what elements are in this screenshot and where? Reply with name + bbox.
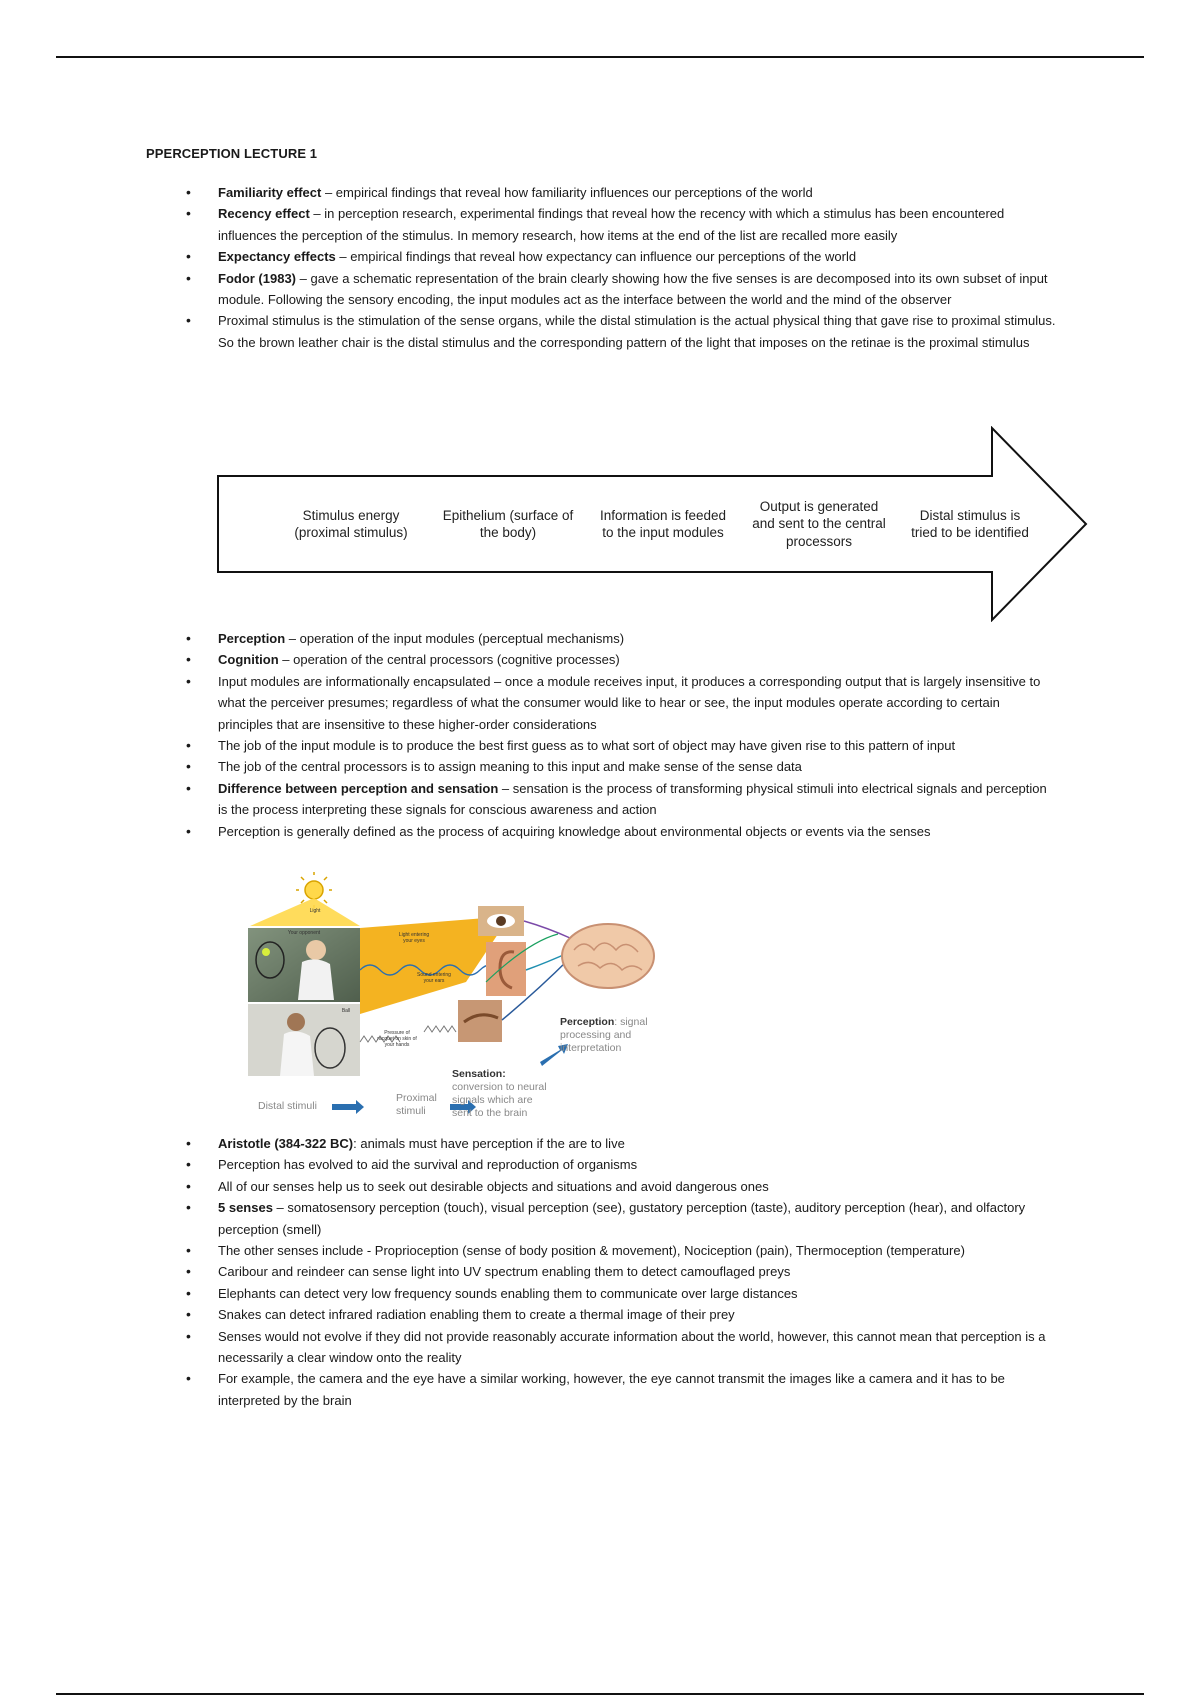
bullet-text: All of our senses help us to seek out desirable objects and situations and avoid dangerous ones	[218, 1178, 769, 1194]
bullet-text: The job of the input module is to produce the best first guess as to what sort of object may have given rise to this pattern of input	[218, 738, 956, 754]
bullet-term: Familiarity effect	[218, 185, 322, 200]
bullet-text: The other senses include - Proprioception (sense of body position & movement), Nociception (pain), Thermoception (temperature)	[218, 1243, 965, 1259]
bullet-text: The job of the central processors is to assign meaning to this input and make sense of the sense data	[218, 759, 802, 775]
label-your-opponent: Your opponent	[287, 930, 321, 936]
bullet-text: : animals must have perception if the are to live	[353, 1136, 625, 1151]
bullet-term: 5 senses	[218, 1200, 273, 1216]
list-item	[186, 649, 1058, 670]
process-step-5: Distal stimulus is tried to be identified	[911, 507, 1029, 540]
list-item	[186, 203, 1058, 246]
list-item	[186, 1133, 1058, 1154]
bullet-list-modules	[186, 628, 1058, 842]
list-item	[186, 1261, 1058, 1282]
list-item	[186, 182, 1058, 203]
label-light-entering: Light entering your eyes	[398, 932, 430, 944]
list-item	[186, 1240, 1058, 1261]
bullet-text: Perception is generally defined as the process of acquiring knowledge about environmental objects or events via the senses	[218, 823, 931, 839]
bullet-text: Input modules are informationally encapsulated – once a module receives input, it produces a corresponding output that is largely insensitive to what the perceiver presumes; regardless of what the consumer would like to hear or see, the input modules operate according to certain principles that are insensitive to these higher-order considerations	[218, 673, 1041, 732]
bullet-text: – gave a schematic representation of the brain clearly showing how the five senses is are decomposed into its own subset of input module. Following the sensory encoding, the input modules act as the interface between the world and the mind of the observer	[218, 270, 1048, 308]
bullet-text: – operation of the input modules (perceptual mechanisms)	[285, 631, 625, 646]
bullet-term: Fodor (1983)	[218, 270, 297, 286]
list-item	[186, 246, 1058, 267]
list-item	[186, 1283, 1058, 1304]
list-item	[186, 310, 1058, 353]
process-step-3: Information is feeded to the input modules	[599, 507, 727, 540]
label-sensation: Sensation: conversion to neural signals which are sent to the brain	[452, 1068, 547, 1119]
bullet-term: Recency effect	[218, 206, 310, 222]
process-step-1: Stimulus energy (proximal stimulus)	[294, 507, 408, 540]
bullet-text: – empirical findings that reveal how familiarity influences our perceptions of the world	[321, 185, 813, 200]
bullet-text: – in perception research, experimental findings that reveal how the recency with which a stimulus has been encountered influences the perception of the stimulus. In memory research, how items at the end of the list are recalled more easily	[218, 206, 1005, 243]
bullet-term: Perception	[218, 631, 286, 646]
process-step-2: Epithelium (surface of the body)	[442, 507, 574, 540]
bullet-text: Proximal stimulus is the stimulation of the sense organs, while the distal stimulation is the actual physical thing that gave rise to proximal stimulus. So the brown leather chair is the distal stimulus and the corresponding pattern of the light that imposes on the retinae is the proximal stimulus	[218, 313, 1056, 350]
perception-illustration	[218, 872, 738, 1132]
list-item	[186, 1368, 1058, 1411]
bullet-text: Senses would not evolve if they did not provide reasonably accurate information about the world, however, this cannot mean that perception is a necessarily a clear window onto the reality	[218, 1328, 1046, 1366]
label-sound-entering: Sound entering your ears	[417, 972, 451, 984]
list-item	[186, 756, 1058, 777]
bullet-text: Perception has evolved to aid the survival and reproduction of organisms	[218, 1157, 638, 1173]
process-step-4: Output is generated and sent to the central processors	[752, 498, 886, 549]
label-ball: Ball	[341, 1008, 351, 1014]
bullet-text: Elephants can detect very low frequency sounds enabling them to communicate over large distances	[218, 1285, 798, 1301]
list-item	[186, 735, 1058, 756]
bullet-term: Cognition	[218, 652, 279, 668]
bullet-term: Aristotle (384-322 BC)	[218, 1136, 354, 1151]
bullet-text: – sensation is the process of transforming physical stimuli into electrical signals and perception is the process interpreting these signals for conscious awareness and action	[218, 780, 1047, 818]
process-arrow-diagram	[216, 426, 1090, 622]
bullet-list-evolution	[186, 1133, 1058, 1411]
list-item	[186, 1154, 1058, 1175]
list-item	[186, 821, 1058, 842]
list-item	[186, 1304, 1058, 1325]
list-item	[186, 1326, 1058, 1369]
bullet-text: – somatosensory perception (touch), visual perception (see), gustatory perception (taste), auditory perception (hear), and olfactory perception (smell)	[218, 1200, 1026, 1237]
label-proximal-stimuli: Proximal stimuli	[396, 1092, 437, 1117]
list-item	[186, 268, 1058, 311]
label-light: Light	[309, 908, 321, 914]
list-item	[186, 671, 1058, 735]
bullet-term: Expectancy effects	[218, 249, 336, 265]
header-rule	[56, 56, 1144, 58]
bullet-list-definitions	[186, 182, 1058, 353]
bullet-text: Caribour and reindeer can sense light into UV spectrum enabling them to detect camouflaged preys	[218, 1264, 791, 1280]
footer-rule	[56, 1693, 1144, 1695]
bullet-term: Difference between perception and sensation	[218, 780, 499, 796]
list-item	[186, 1197, 1058, 1240]
bullet-text: – empirical findings that reveal how expectancy can influence our perceptions of the world	[335, 249, 857, 265]
bullet-text: – operation of the central processors (cognitive processes)	[278, 652, 620, 668]
list-item	[186, 778, 1058, 821]
page-title: PPERCEPTION LECTURE 1	[146, 146, 318, 161]
list-item	[186, 1176, 1058, 1197]
bullet-text: Snakes can detect infrared radiation enabling them to create a thermal image of their prey	[218, 1307, 735, 1323]
bullet-text: For example, the camera and the eye have a similar working, however, the eye cannot transmit the images like a camera and it has to be interpreted by the brain	[218, 1371, 1005, 1408]
label-distal-stimuli: Distal stimuli	[258, 1100, 317, 1112]
label-perception: Perception: signal processing and interpretation	[560, 1016, 648, 1054]
label-pressure: Pressure of racquet on skin of your hands	[377, 1030, 417, 1048]
list-item	[186, 628, 1058, 649]
